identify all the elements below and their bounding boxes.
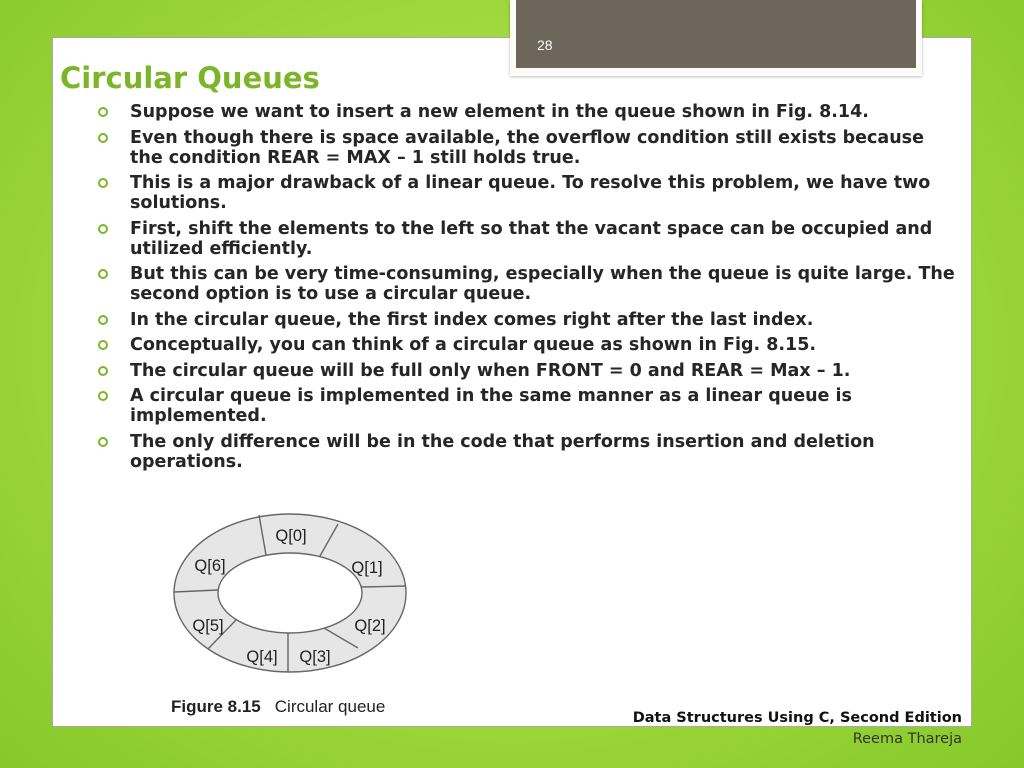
bullet-text: This is a major drawback of a linear queue. To resolve this problem, we have two solutions. [130, 173, 931, 213]
bullet-text: Even though there is space available, the overflow condition still exists because the condition REAR = MAX – 1 still holds true. [130, 127, 924, 168]
bullet-text: In the circular queue, the first index comes right after the last index. [130, 309, 814, 330]
bullet-text: But this can be very time-consuming, especially when the queue is quite large. The second option is to use a circular queue. [130, 264, 955, 304]
queue-cell-label: Q[2] [354, 617, 386, 635]
bullet-icon [98, 315, 108, 325]
slide-number: 28 [537, 37, 553, 53]
bullet-text: First, shift the elements to the left so that the vacant space can be occupied and utilized efficiently. [130, 218, 933, 259]
queue-cell-label: Q[6] [194, 557, 226, 575]
slide-number-tab [510, 0, 922, 76]
figure-label: Figure 8.15 [171, 697, 261, 716]
bullet-icon [98, 391, 108, 401]
bullet-icon [98, 107, 108, 117]
bullet-icon [98, 133, 108, 143]
figure-caption [171, 697, 385, 717]
bullet-icon [98, 269, 108, 279]
bullet-item [98, 361, 958, 381]
bullet-text: The only difference will be in the code that performs insertion and deletion operations. [130, 431, 875, 472]
figure-caption-text: Circular queue [274, 697, 386, 716]
bullet-item [98, 102, 958, 122]
slide-title: Circular Queues [60, 61, 320, 95]
bullet-text: The circular queue will be full only when FRONT = 0 and REAR = Max – 1. [130, 360, 851, 381]
queue-cell-label: Q[1] [351, 559, 383, 577]
bullet-icon [98, 340, 108, 350]
footer-author: Reema Thareja [852, 731, 962, 747]
queue-cell-label: Q[0] [275, 527, 307, 545]
bullet-item [98, 219, 958, 259]
circular-queue-figure [170, 512, 410, 674]
queue-cell-label: Q[3] [299, 648, 331, 666]
bullet-icon [98, 224, 108, 234]
bullet-item [98, 432, 958, 472]
bullet-item [98, 173, 958, 213]
slide-number-tab-inner [516, 0, 916, 68]
bullet-list [98, 102, 958, 477]
bullet-icon [98, 366, 108, 376]
bullet-item [98, 310, 958, 330]
queue-cell-label: Q[4] [246, 648, 278, 666]
footer-book-title: Data Structures Using C, Second Edition [632, 710, 962, 726]
bullet-text: A circular queue is implemented in the same manner as a linear queue is implemented. [130, 386, 852, 426]
bullet-text: Conceptually, you can think of a circular queue as shown in Fig. 8.15. [130, 335, 817, 355]
bullet-item [98, 264, 958, 304]
bullet-item [98, 386, 958, 426]
bullet-item [98, 335, 958, 355]
queue-divider [361, 586, 406, 587]
bullet-icon [98, 178, 108, 188]
queue-ring-center [218, 553, 362, 633]
queue-cell-label: Q[5] [192, 617, 224, 635]
bullet-item [98, 128, 958, 168]
bullet-text: Suppose we want to insert a new element in the queue shown in Fig. 8.14. [130, 102, 869, 122]
bullet-icon [98, 437, 108, 447]
